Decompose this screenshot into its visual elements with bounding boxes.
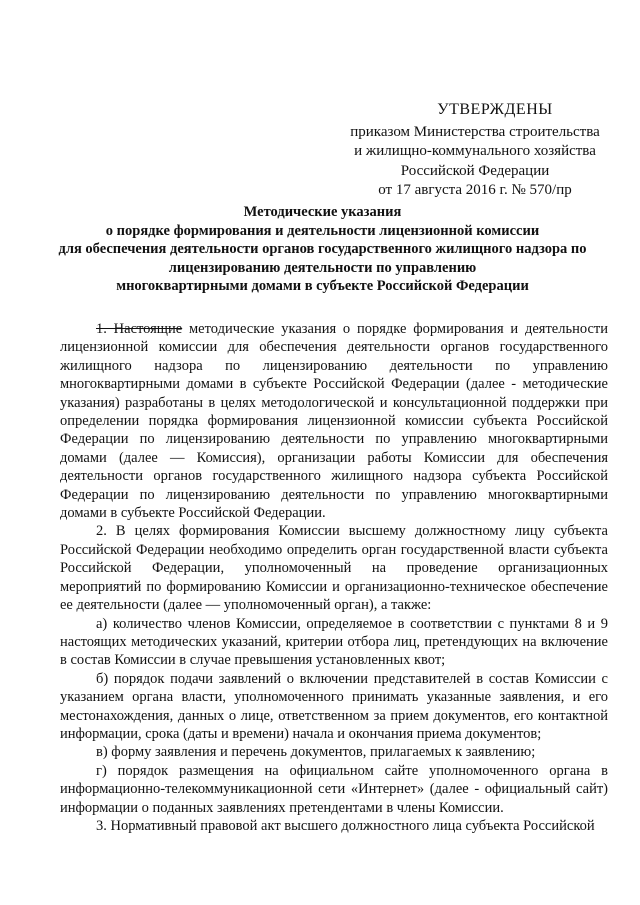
paragraph-text: методические указания о порядке формирования и деятельности лицензионной комиссии для обеспечения деятельности органов государственного жилищного надзора по лицензированию деятельности по управлению многоквартирными домами в субъекте Российской Федерации (далее - методические указания) разработаны в целях методологической и консультационной поддержки при определении порядка формирования лицензионной комиссии субъекта Российской Федерации по лицензированию деятельности по управлению многоквартирными домами (далее — Комиссия), организации работы Комиссии для обеспечения деятельности органов государственного жилищного надзора субъекта Российской Федерации по лицензированию деятельности по управлению многоквартирными домами в субъекте Российской Федерации.: [60, 321, 608, 522]
title-line: для обеспечения деятельности органов государственного жилищного надзора по: [58, 241, 587, 257]
document-body: [60, 320, 608, 835]
paragraph-1: [60, 320, 608, 522]
list-item-d: г) порядок размещения на официальном сайте уполномоченного органа в информационно-телекоммуникационной сети «Интернет» (далее - официальный сайт) информации о поданных заявлениях претендентами в члены Комиссии.: [60, 762, 608, 816]
approval-line: Российской Федерации: [400, 162, 550, 179]
approval-line: от 17 августа 2016 г. № 570/пр: [378, 182, 572, 198]
title-line: лицензированию деятельности по управлению: [168, 259, 477, 276]
title-line: многоквартирными домами в субъекте Российской Федерации: [116, 278, 529, 294]
struck-text: 1. Настоящие: [96, 321, 183, 337]
approval-line: и жилищно-коммунального хозяйства: [354, 143, 596, 159]
title-line: Методические указания: [243, 204, 402, 220]
document-title: [30, 203, 615, 296]
list-item-a: а) количество членов Комиссии, определяемое в соответствии с пунктами 8 и 9 настоящих методических указаний, критерии отбора лиц, претендующих на включение в состав Комиссии в случае превышения установленных квот;: [60, 615, 608, 669]
approval-heading: УТВЕРЖДЕНЫ: [437, 101, 553, 118]
approval-line: приказом Министерства строительства: [350, 123, 600, 140]
paragraph-3: 3. Нормативный правовой акт высшего должностного лица субъекта Российской: [96, 817, 595, 834]
title-line: о порядке формирования и деятельности лицензионной комиссии: [105, 222, 540, 239]
list-item-c: в) форму заявления и перечень документов, прилагаемых к заявлению;: [96, 744, 536, 761]
paragraph-2: 2. В целях формирования Комиссии высшему должностному лицу субъекта Российской Федерации необходимо определить орган государственной власти субъекта Российской Федерации, уполномоченный на проведение организационных мероприятий по формированию Комиссии и организационно-техническое обеспечение ее деятельности (далее — уполномоченный орган), а также:: [60, 523, 608, 614]
approval-block: [330, 100, 620, 201]
list-item-b: б) порядок подачи заявлений о включении представителей в состав Комиссии с указанием органа власти, уполномоченного принимать указанные заявления, и его местонахождения, данных о лице, ответственном за прием документов, его контактной информации, срока (даты и времени) начала и окончания приема документов;: [60, 670, 608, 742]
